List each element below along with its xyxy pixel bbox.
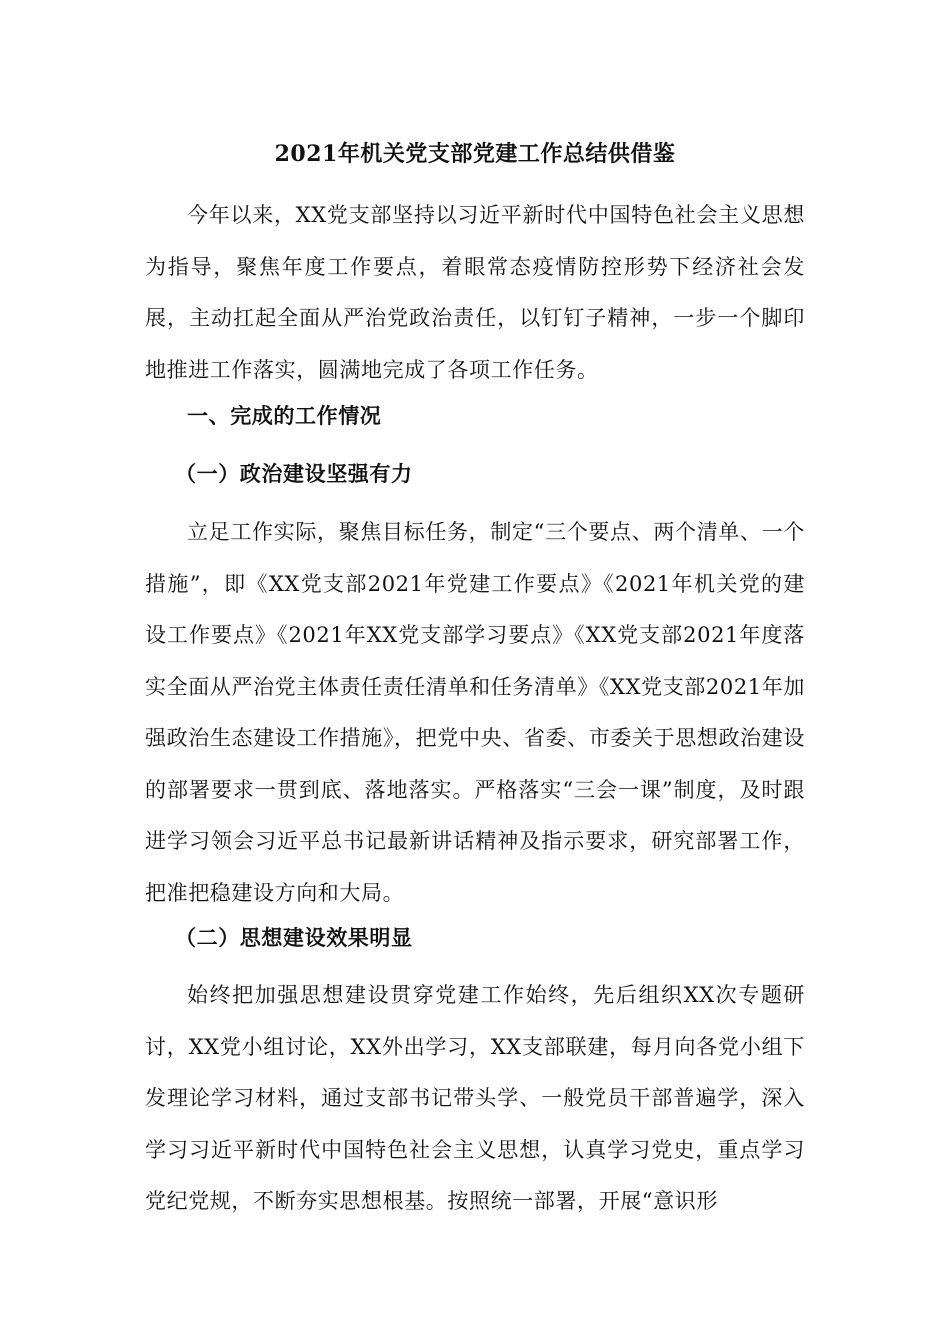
subsection-heading-political-construction: （一）政治建设坚强有力 bbox=[175, 461, 413, 486]
intro-paragraph: 今年以来，XX党支部坚持以习近平新时代中国特色社会主义思想为指导，聚焦年度工作要点，着眼常态疫情防控形势下经济社会发展，主动扛起全面从严治党政治责任，以钉钉子精神，一步一个脚印地推进工作落实，圆满地完成了各项工作任务。 bbox=[145, 203, 805, 382]
ideological-construction-paragraph: 始终把加强思想建设贯穿党建工作始终，先后组织XX次专题研讨，XX党小组讨论，XX外出学习，XX支部联建，每月向各党小组下发理论学习材料，通过支部书记带头学、一般党员干部普遍学，深入学习习近平新时代中国特色社会主义思想，认真学习党史，重点学习党纪党规，不断夯实思想根基。按照统一部署，开展“意识形 bbox=[145, 983, 805, 1213]
subsection-heading-ideological-construction: （二）思想建设效果明显 bbox=[175, 925, 413, 950]
section-heading-completed-work: 一、完成的工作情况 bbox=[187, 403, 382, 428]
political-construction-paragraph: 立足工作实际，聚焦目标任务，制定“三个要点、两个清单、一个措施”，即《XX党支部2021年党建工作要点》《2021年机关党的建设工作要点》《2021年XX党支部学习要点》《XX党支部2021年度落实全面从严治党主体责任责任清单和任务清单》《XX党支部2021年加强政治生态建设工作措施》，把党中央、省委、市委关于思想政治建设的部署要求一贯到底、落地落实。严格落实“三会一课”制度，及时跟进学习领会习近平总书记最新讲话精神及指示要求，研究部署工作，把准把稳建设方向和大局。 bbox=[145, 520, 805, 905]
document-title: 2021年机关党支部党建工作总结供借鉴 bbox=[274, 141, 676, 167]
